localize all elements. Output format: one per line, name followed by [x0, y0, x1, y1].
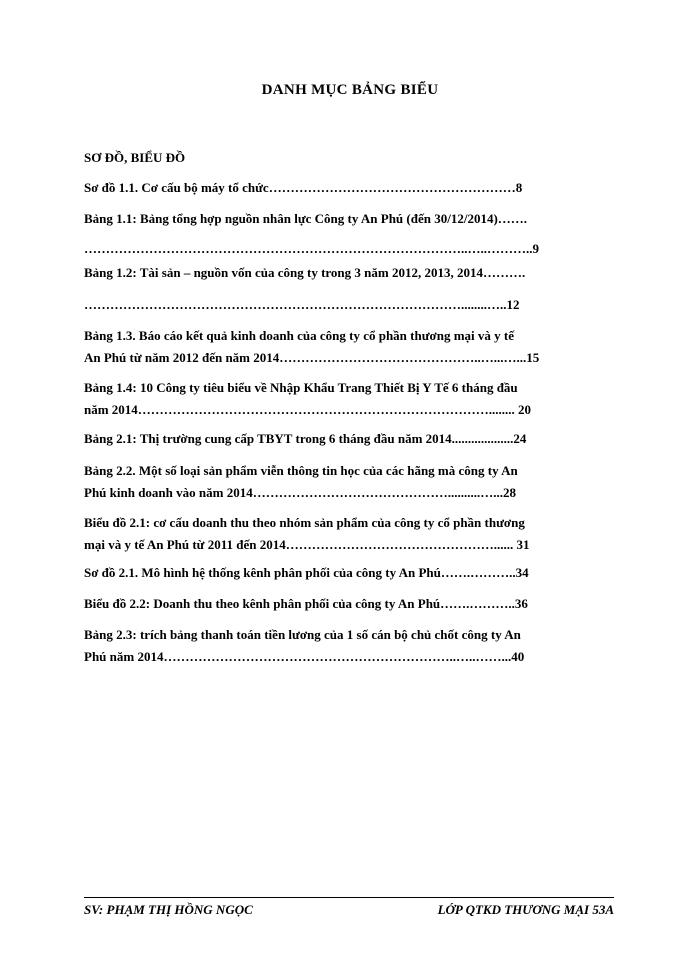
toc-entry[interactable]: [84, 562, 614, 584]
toc-entry-line: Biểu đồ 2.2: Doanh thu theo kênh phân phối của công ty An Phú…….………..36: [84, 596, 528, 611]
page-title: DANH MỤC BẢNG BIỂU: [261, 82, 439, 98]
toc-entry-line: Bảng 1.1: Bảng tổng hợp nguồn nhân lực Công ty An Phú (đến 30/12/2014)…….: [84, 211, 528, 226]
toc-entry-line: mại và y tế An Phú từ 2011 đến 2014…………………………………………...... 31: [84, 537, 530, 552]
toc-entry[interactable]: [84, 512, 614, 556]
toc-entry[interactable]: [84, 325, 614, 369]
toc-entry[interactable]: [84, 593, 614, 615]
footer-class-name: LỚP QTKD THƯƠNG MẠI 53A: [437, 902, 614, 917]
toc-entry-line: Sơ đồ 1.1. Cơ cấu bộ máy tổ chức…………………………………………………8: [84, 180, 523, 195]
toc-entry-line: Bảng 1.2: Tài sản – nguồn vốn của công ty trong 3 năm 2012, 2013, 2014……….: [84, 265, 526, 280]
toc-entry-line: Bảng 1.4: 10 Công ty tiêu biểu về Nhập Khẩu Trang Thiết Bị Y Tế 6 tháng đầu: [84, 380, 518, 395]
toc-entry-line: Bảng 2.3: trích bảng thanh toán tiền lương của 1 số cán bộ chủ chốt công ty An: [84, 627, 521, 642]
toc-entry-line: Bảng 2.1: Thị trường cung cấp TBYT trong 6 tháng đầu năm 2014...................24: [84, 431, 527, 446]
toc-entry-line: năm 2014………………………………………………………………………........ 20: [84, 402, 532, 417]
toc-entry-line: ……………………………………………………………………………........…..12: [84, 297, 520, 312]
toc-entry-line: Biểu đồ 2.1: cơ cấu doanh thu theo nhóm sản phẩm của công ty cổ phần thương: [84, 515, 525, 530]
toc-entry-line: An Phú từ năm 2012 đến năm 2014………………………………………..…...…...15: [84, 350, 540, 365]
toc-entry[interactable]: [84, 460, 614, 504]
toc-entry-line: Bảng 2.2. Một số loại sản phẩm viễn thông tin học của các hãng mà công ty An: [84, 463, 518, 478]
toc-entry-line: ……………………………………………………………………………..…..………..9: [84, 241, 539, 256]
section-heading: SƠ ĐỒ, BIỂU ĐỒ: [84, 150, 186, 165]
toc-entry[interactable]: [84, 177, 614, 199]
toc-entry-line: Bảng 1.3. Báo cáo kết quả kinh doanh của công ty cổ phần thương mại và y tế: [84, 328, 514, 343]
toc-entry[interactable]: [84, 208, 614, 260]
toc-entry[interactable]: [84, 377, 614, 421]
toc-entry-line: Sơ đồ 2.1. Mô hình hệ thống kênh phân phối của công ty An Phú…….………..34: [84, 565, 529, 580]
toc-entry-line: Phú kinh doanh vào năm 2014………………………………………..........…...28: [84, 485, 516, 500]
toc-entry[interactable]: [84, 624, 614, 668]
footer-student-name: SV: PHẠM THỊ HỒNG NGỌC: [84, 902, 253, 917]
toc-entry[interactable]: [84, 428, 614, 450]
toc-entry-line: Phú năm 2014…………………………………………………………..…..……...40: [84, 649, 525, 664]
toc-entry[interactable]: [84, 262, 614, 316]
footer-divider: [84, 897, 614, 898]
